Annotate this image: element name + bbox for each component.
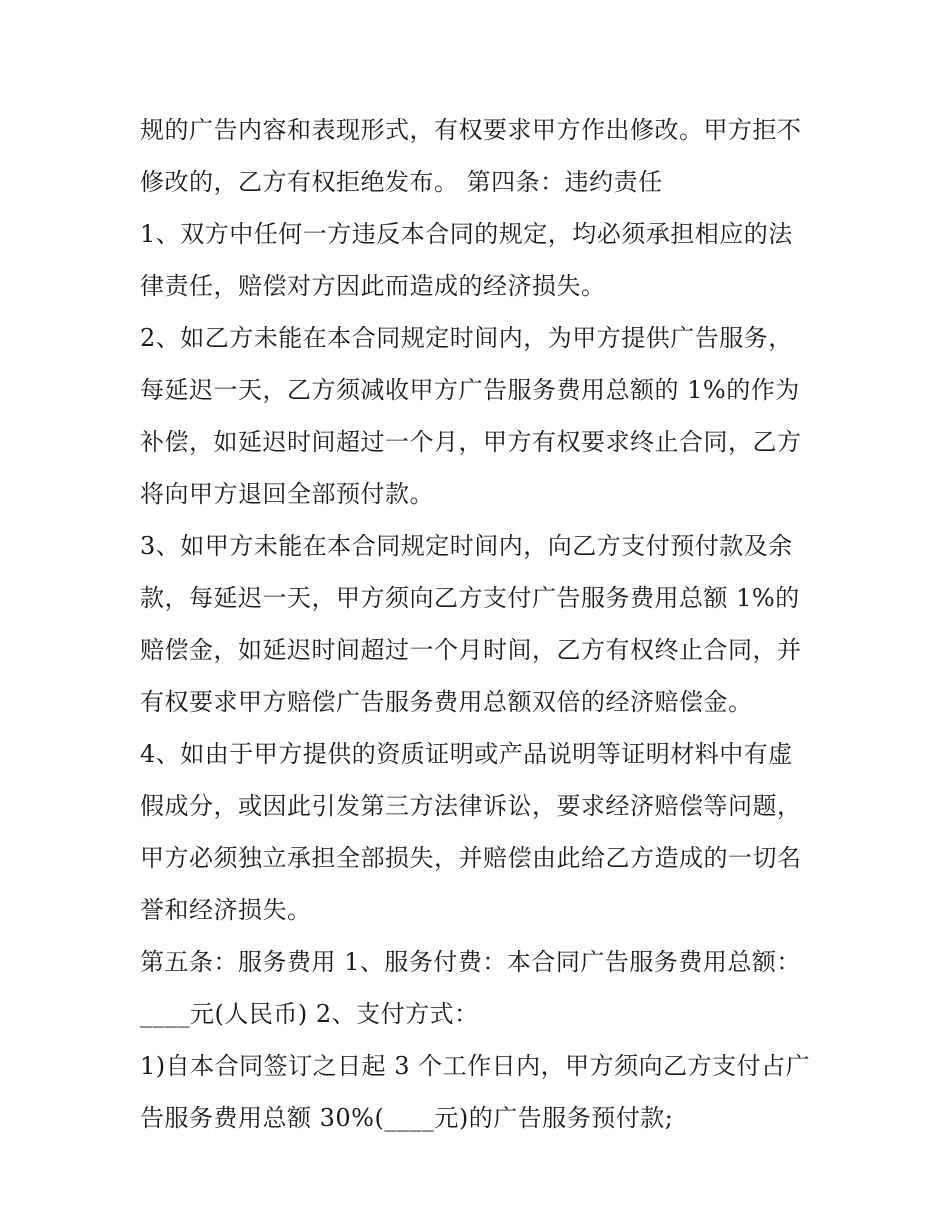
text-line: 假成分，或因此引发第三方法律诉讼，要求经济赔偿等问题， xyxy=(140,792,802,820)
text-line: 甲方必须独立承担全部损失，并赔偿由此给乙方造成的一切名 xyxy=(140,844,802,872)
text-line: 赔偿金，如延迟时间超过一个月时间，乙方有权终止合同，并 xyxy=(140,636,802,664)
text-line: 规的广告内容和表现形式，有权要求甲方作出修改。甲方拒不 xyxy=(140,116,802,144)
text-line: 4、如由于甲方提供的资质证明或产品说明等证明材料中有虚 xyxy=(140,740,793,768)
contract-text xyxy=(140,108,820,1148)
text-line: 誉和经济损失。 xyxy=(140,896,312,924)
text-line: 3、如甲方未能在本合同规定时间内，向乙方支付预付款及余 xyxy=(140,532,793,560)
text-line: 每延迟一天，乙方须减收甲方广告服务费用总额的 1%的作为 xyxy=(140,376,800,404)
text-line: 2、如乙方未能在本合同规定时间内，为甲方提供广告服务， xyxy=(140,324,793,352)
text-line: 律责任，赔偿对方因此而造成的经济损失。 xyxy=(140,272,606,300)
text-line: 补偿，如延迟时间超过一个月，甲方有权要求终止合同，乙方 xyxy=(140,428,802,456)
text-line: 1、双方中任何一方违反本合同的规定，均必须承担相应的法 xyxy=(140,220,793,248)
text-line: 告服务费用总额 30%(____元)的广告服务预付款; xyxy=(140,1104,674,1132)
text-line: ____元(人民币) 2、支付方式： xyxy=(140,1000,479,1028)
text-line: 第五条：服务费用 1、服务付费：本合同广告服务费用总额： xyxy=(140,948,801,976)
text-line: 将向甲方退回全部预付款。 xyxy=(140,480,434,508)
text-line: 款，每延迟一天，甲方须向乙方支付广告服务费用总额 1%的 xyxy=(140,584,800,612)
text-line: 有权要求甲方赔偿广告服务费用总额双倍的经济赔偿金。 xyxy=(140,688,753,716)
text-line: 1)自本合同签订之日起 3 个工作日内，甲方须向乙方支付占广 xyxy=(140,1052,811,1080)
text-line: 修改的，乙方有权拒绝发布。 第四条：违约责任 xyxy=(140,168,663,196)
